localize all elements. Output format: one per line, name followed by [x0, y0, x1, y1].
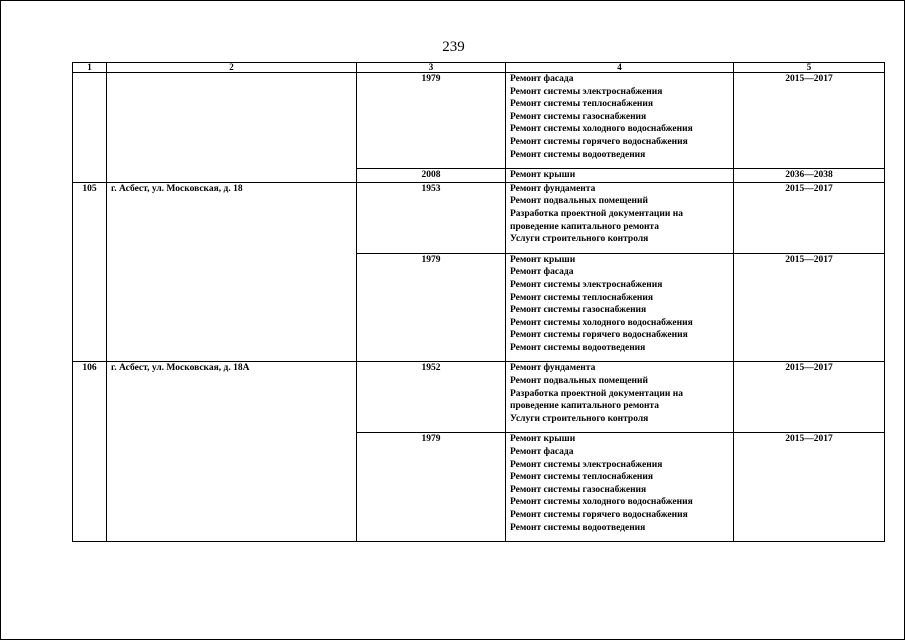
works-cell: [506, 182, 734, 253]
row-number-cell: 106: [73, 362, 107, 542]
row-number-cell: 105: [73, 182, 107, 362]
row-number-cell: [73, 73, 107, 183]
work-item: Ремонт системы газоснабжения: [510, 484, 647, 495]
work-item: Ремонт системы водоотведения: [510, 149, 646, 160]
work-item: Ремонт системы водоотведения: [510, 522, 646, 533]
table-row: [73, 73, 885, 169]
work-item: Ремонт системы электроснабжения: [510, 279, 663, 290]
period-cell: 2036—2038: [734, 169, 885, 183]
work-item: Ремонт фасада: [510, 447, 574, 458]
work-item: Ремонт крыши: [510, 170, 576, 181]
work-item: Ремонт подвальных помещений: [510, 196, 648, 207]
work-item: Ремонт системы теплоснабжения: [510, 99, 654, 110]
period-cell: 2015—2017: [734, 182, 885, 253]
column-header: 2: [107, 63, 357, 73]
work-item: Ремонт системы холодного водоснабжения: [510, 497, 693, 508]
work-item: Ремонт фасада: [510, 267, 574, 278]
period-cell: 2015—2017: [734, 433, 885, 542]
work-item: Ремонт подвальных помещений: [510, 376, 648, 387]
year-cell: 1953: [357, 182, 506, 253]
work-item: Услуги строительного контроля: [510, 413, 649, 424]
work-item: Ремонт фундамента: [510, 363, 596, 374]
work-item: Ремонт системы теплоснабжения: [510, 292, 654, 303]
address-cell: г. Асбест, ул. Московская, д. 18А: [107, 362, 357, 542]
works-cell: [506, 253, 734, 362]
work-item: Ремонт системы горячего водоснабжения: [510, 510, 688, 520]
works-cell: [506, 169, 734, 183]
year-cell: 1979: [357, 253, 506, 362]
work-item: Ремонт системы водоотведения: [510, 342, 646, 353]
works-cell: [506, 433, 734, 542]
period-cell: 2015—2017: [734, 253, 885, 362]
period-cell: 2015—2017: [734, 73, 885, 169]
column-header: 5: [734, 63, 885, 73]
work-item: Ремонт системы электроснабжения: [510, 86, 663, 97]
year-cell: 1979: [357, 433, 506, 542]
column-header: 1: [73, 63, 107, 73]
work-item: Разработка проектной документации на: [510, 388, 683, 399]
work-item: Ремонт системы горячего водоснабжения: [510, 330, 688, 341]
table-row: [73, 182, 885, 253]
works-cell: [506, 73, 734, 169]
table-row: [73, 362, 885, 433]
work-item: Ремонт системы холодного водоснабжения: [510, 317, 693, 328]
work-item: Ремонт системы электроснабжения: [510, 459, 663, 470]
page-number: 239: [442, 39, 465, 55]
work-item: Ремонт системы холодного водоснабжения: [510, 124, 693, 135]
work-item: проведение капитального ремонта: [510, 401, 659, 412]
work-item: Ремонт крыши: [510, 434, 576, 445]
work-item: Ремонт крыши: [510, 254, 576, 265]
table-header-row: [73, 63, 885, 73]
column-header: 4: [506, 63, 734, 73]
works-cell: [506, 362, 734, 433]
address-cell: г. Асбест, ул. Московская, д. 18: [107, 182, 357, 362]
address-cell: [107, 73, 357, 183]
work-item: Ремонт системы теплоснабжения: [510, 472, 654, 483]
period-cell: 2015—2017: [734, 362, 885, 433]
year-cell: 2008: [357, 169, 506, 183]
work-item: Ремонт системы газоснабжения: [510, 305, 647, 316]
work-item: Ремонт фундамента: [510, 183, 596, 194]
work-item: Ремонт системы газоснабжения: [510, 111, 647, 122]
work-item: Услуги строительного контроля: [510, 234, 649, 245]
work-item: Ремонт системы горячего водоснабжения: [510, 136, 688, 147]
work-item: Ремонт фасада: [510, 74, 574, 84]
column-header: 3: [357, 63, 506, 73]
year-cell: 1952: [357, 362, 506, 433]
work-item: проведение капитального ремонта: [510, 221, 659, 232]
repair-schedule-table: [72, 62, 885, 542]
work-item: Разработка проектной документации на: [510, 208, 683, 219]
year-cell: 1979: [357, 73, 506, 169]
